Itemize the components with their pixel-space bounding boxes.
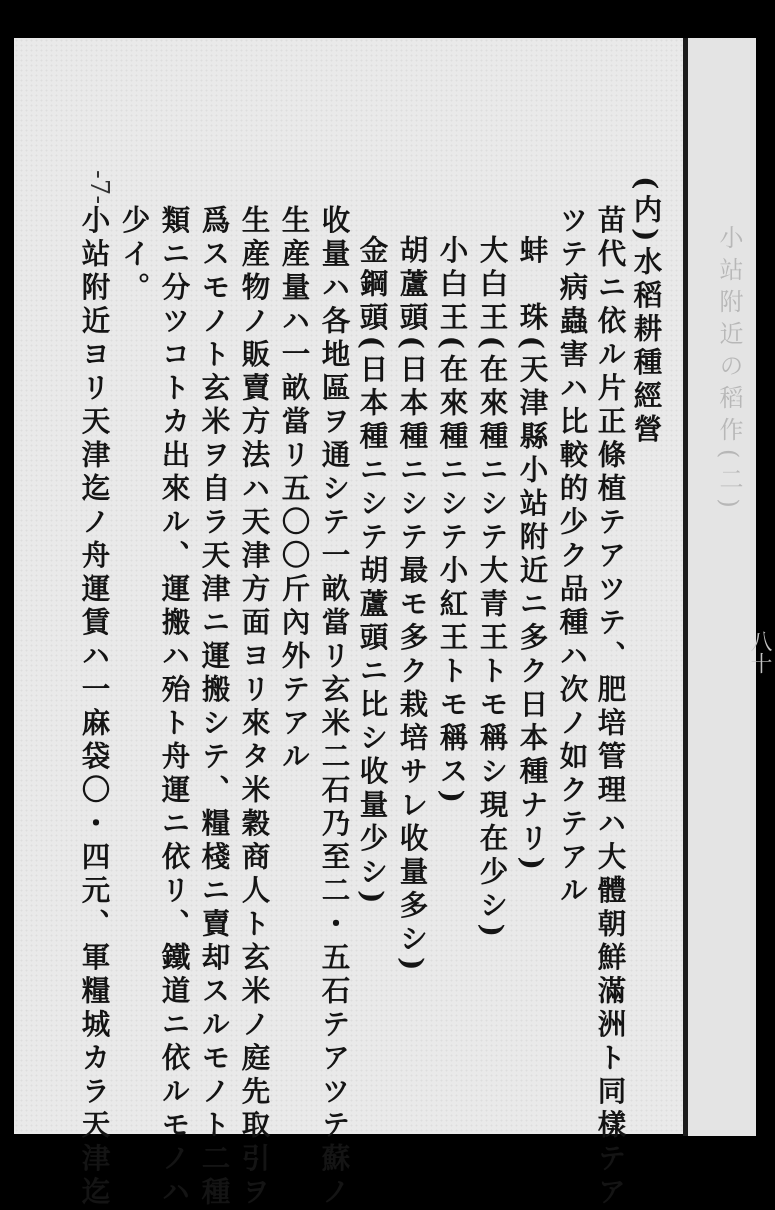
adjacent-page [688, 38, 756, 1136]
text-column: 苗代ニ依ル片正條植テアツテ、肥培管理ハ大體朝鮮滿洲ト同樣テア [593, 205, 628, 1210]
adjacent-page-faint-text-2: 八十 [747, 630, 772, 674]
text-column: 爲スモノト玄米ヲ自ラ天津ニ運搬シテ、糧棧ニ賣却スルモノト二種 [197, 205, 232, 1210]
text-column: 生産物ノ販賣方法ハ天津方面ヨリ來タ米穀商人ト玄米ノ庭先取引ヲ [237, 205, 272, 1210]
text-column: 小白王(在來種ニシテ小紅王トモ稱ス) [435, 235, 470, 808]
text-column: 大白王(在來種ニシテ大青王トモ稱シ現在少シ) [475, 235, 510, 942]
page-number: -7- [84, 170, 114, 205]
text-column: 生産量ハ一畝當リ五〇〇斤內外テアル [277, 205, 312, 775]
adjacent-page-faint-text: 小站附近の稻作(二) [715, 225, 743, 516]
section-heading: (内)水稻耕種經營 [629, 176, 664, 448]
text-column: ツテ病蟲害ハ比較的少ク品種ハ次ノ如クテアル [555, 205, 590, 909]
text-column: 蚌 珠(天津縣小站附近ニ多ク日本種ナリ) [515, 235, 550, 875]
text-column: 類ニ分ツコトカ出來ル、運搬ハ殆ト舟運ニ依リ、鐵道ニ依ルモノハ [157, 205, 192, 1210]
text-column: 金鋼頭(日本種ニシテ胡蘆頭ニ比シ收量少シ) [355, 235, 390, 909]
text-column: 小站附近ヨリ天津迄ノ舟運賃ハ一麻袋〇・四元、軍糧城カラ天津迄 [77, 205, 112, 1210]
text-column: 少イ。 [117, 205, 152, 306]
text-column: 收量ハ各地區ヲ通シテ一畝當リ玄米二石乃至二・五石テアツテ蘇ノ [317, 205, 352, 1210]
text-column: 胡蘆頭(日本種ニシテ最モ多ク栽培サレ收量多シ) [395, 235, 430, 976]
